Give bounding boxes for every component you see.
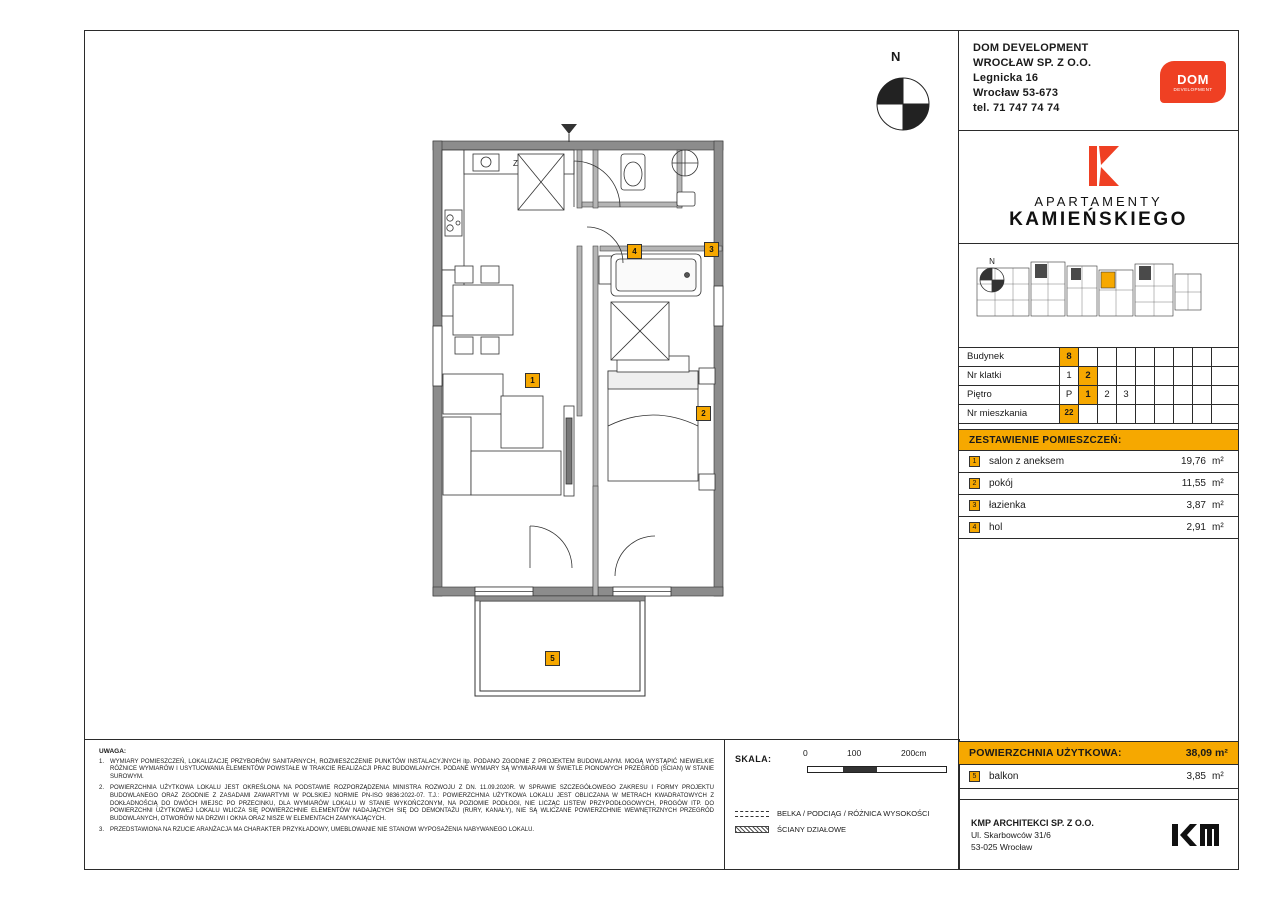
cell-empty xyxy=(1154,386,1173,404)
cell-empty xyxy=(1078,405,1097,423)
cell-empty xyxy=(1173,386,1192,404)
room-unit-4: m² xyxy=(1212,522,1224,533)
usable-area-value: 38,09 xyxy=(1185,747,1212,759)
brand-line-1: APARTAMENTY xyxy=(1034,193,1163,209)
room-area-3: 3,87 xyxy=(1186,500,1206,511)
room-row-2 xyxy=(959,473,1238,495)
cell-empty xyxy=(1192,386,1211,404)
note-item xyxy=(99,759,714,782)
room-row-1 xyxy=(959,451,1238,473)
cell-pietro-2: 2 xyxy=(1097,386,1116,404)
room-tag-4: 4 xyxy=(969,522,980,533)
architect-name: KMP ARCHITEKCI SP. Z O.O. xyxy=(971,817,1094,828)
table-row-klatka xyxy=(959,367,1238,386)
room-unit-2: m² xyxy=(1212,478,1224,489)
floor-plan xyxy=(325,106,755,716)
usable-area-summary xyxy=(959,741,1238,765)
kamienskiego-mark xyxy=(1071,144,1127,188)
dom-logo-sub: DEVELOPMENT xyxy=(1173,87,1213,92)
scale-legend-block xyxy=(725,739,960,869)
room-name-4: hol xyxy=(989,522,1003,533)
cell-empty xyxy=(1097,367,1116,385)
room-name-2: pokój xyxy=(989,478,1013,489)
developer-name-2: WROCŁAW SP. Z O.O. xyxy=(973,57,1092,69)
row-label: Budynek xyxy=(967,351,1004,362)
developer-street: Legnicka 16 xyxy=(973,72,1039,84)
row-label: Nr mieszkania xyxy=(967,408,1028,419)
room-name-3: łazienka xyxy=(989,500,1026,511)
cell-empty xyxy=(1154,405,1173,423)
balcony-row xyxy=(959,765,1238,789)
cell-empty xyxy=(1192,367,1211,385)
room-tag-1: 1 xyxy=(969,456,980,467)
scale-tick-0: 0 xyxy=(803,748,808,758)
rooms-header: ZESTAWIENIE POMIESZCZEŃ: xyxy=(959,429,1238,451)
rooms-table xyxy=(959,451,1238,539)
scale-label: SKALA: xyxy=(735,754,772,764)
legend-label-beam: BELKA / PODCIĄG / RÓŻNICA WYSOKOŚCI xyxy=(777,809,930,818)
legend-label-partition: ŚCIANY DZIAŁOWE xyxy=(777,825,847,834)
note-number: 2. xyxy=(99,785,105,792)
notes-header: UWAGA: xyxy=(99,748,127,755)
cell-empty xyxy=(1192,405,1211,423)
cell-empty xyxy=(1211,405,1230,423)
cell-empty xyxy=(1173,367,1192,385)
location-table xyxy=(959,348,1238,424)
dom-logo-main: DOM xyxy=(1177,72,1209,87)
plan-tag-3: 3 xyxy=(704,242,719,257)
legend-row xyxy=(735,825,930,834)
usable-area-label: POWIERZCHNIA UŻYTKOWA: xyxy=(969,747,1122,759)
room-area-2: 11,55 xyxy=(1181,478,1206,489)
developer-block xyxy=(959,31,1238,131)
cell-empty xyxy=(1211,348,1230,366)
note-item xyxy=(99,785,714,823)
cell-empty xyxy=(1211,367,1230,385)
cell-pietro-p: P xyxy=(1059,386,1078,404)
cell-empty xyxy=(1116,348,1135,366)
svg-text:Z: Z xyxy=(513,159,518,168)
usable-area-unit: m² xyxy=(1215,747,1228,759)
room-unit-1: m² xyxy=(1212,456,1224,467)
balcony-tag: 5 xyxy=(969,771,980,782)
note-text: PRZEDSTAWIONA NA RZUCIE ARANŻACJA MA CHARAKTER PRZYKŁADOWY, UMEBLOWANIE NIE STANOWI WYPOSAŻENIA NABYWANEGO LOKALU. xyxy=(110,827,535,834)
scale-tick-200: 200cm xyxy=(901,748,927,758)
north-arrow xyxy=(863,49,943,139)
balcony-name: balkon xyxy=(989,771,1019,782)
developer-name-1: DOM DEVELOPMENT xyxy=(973,42,1089,54)
note-number: 3. xyxy=(99,827,105,834)
note-number: 1. xyxy=(99,758,105,765)
cell-empty xyxy=(1135,405,1154,423)
cell-empty xyxy=(1154,348,1173,366)
room-tag-3: 3 xyxy=(969,500,980,511)
table-row-mieszkanie xyxy=(959,405,1238,424)
brand-line-2: KAMIEŃSKIEGO xyxy=(1009,208,1188,230)
balcony-unit: m² xyxy=(1212,771,1224,782)
plan-tag-5: 5 xyxy=(545,651,560,666)
cell-budynek-8: 8 xyxy=(1059,348,1078,366)
note-text: POWIERZCHNIA UŻYTKOWA LOKALU JEST OKREŚLONA NA PODSTAWIE ROZPORZĄDZENIA MINISTRA ROZWOJU Z DN. 11.09.2020R. W SPRAWIE SZCZEGÓŁOWEGO ZAKRESU I FORMY PROJEKTU BUDOWLANEGO ORAZ ZGODNIE Z ZASADAMI ZAWARTYMI W POLSKIEJ NORMIE PN-ISO 9836:2022-07. T.J.: POWIERZCHNIA UŻYTKOWA LOKALU JEST OBLICZANA W METRACH KWADRATOWYCH Z DOKŁADNOŚCIĄ DO DWÓCH MIEJSC PO PRZECINKU, DLA WYMIARÓW LOKALU W STANIE WYKOŃCZONYM, NA POZIOMIE PODŁOGI, NIE LICZĄC LISTEW PRZYPODŁOGOWYCH, PROGÓW ITP. DO POWIERZCHNI UŻYTKOWEJ LOKALU WLICZA SIĘ POWIERZCHNIE ELEMENTÓW NADAJĄCYCH SIĘ DO DEMONTAŻU (RURY, KANAŁY), NIE SĄ WLICZANE POWIERZCHNIE WEWNĘTRZNYCH PRZEGRÓD BUDOWLANYCH, OTWORÓW NA DRZWI I OKNA ORAZ NISZE W ELEMENTACH ZAMYKAJĄCYCH. xyxy=(110,785,714,822)
note-item xyxy=(99,827,714,835)
plan-tag-2: 2 xyxy=(696,406,711,421)
kmp-logo xyxy=(1158,820,1238,850)
note-text: WYMIARY POMIESZCZEŃ, LOKALIZACJĘ PRZYBORÓW SANITARNYCH, ROZMIESZCZENIE PUNKTÓW INSTALACYJNYCH itp. PODANO ZGODNIE Z PROJEKTEM BUDOWLANYM. MOGĄ WYSTĄPIĆ NIEWIELKIE RÓŻNICE WYMIARÓW I USYTUOWANIA ELEMENTÓW POWSTAŁE W TRAKCIE REALIZACJI PRAC BUDOWLANYCH. PODANE WYMIARY SĄ WYMIARAMI W ŚWIETLE PIONOWYCH PRZEGRÓD (ŚCIAN) W STANIE SUROWYM. xyxy=(110,758,714,780)
cell-pietro-1: 1 xyxy=(1078,386,1097,404)
project-brand xyxy=(959,131,1238,244)
room-unit-3: m² xyxy=(1212,500,1224,511)
cell-empty xyxy=(1097,405,1116,423)
cell-empty xyxy=(1211,386,1230,404)
cell-empty xyxy=(1173,348,1192,366)
cell-empty xyxy=(1135,386,1154,404)
cell-empty xyxy=(1078,348,1097,366)
dom-development-logo xyxy=(1160,61,1226,103)
architect-block xyxy=(959,799,1238,869)
room-row-3 xyxy=(959,495,1238,517)
plan-tag-4: 4 xyxy=(627,244,642,259)
table-row-budynek xyxy=(959,348,1238,367)
legend-swatch-beam xyxy=(735,811,769,817)
cell-empty xyxy=(1116,405,1135,423)
info-panel xyxy=(958,31,1238,869)
cell-empty xyxy=(1192,348,1211,366)
row-label: Piętro xyxy=(967,389,992,400)
notes-block xyxy=(85,739,725,869)
cell-empty xyxy=(1116,367,1135,385)
scale-tick-100: 100 xyxy=(847,748,862,758)
room-area-1: 19,76 xyxy=(1180,456,1206,467)
legend xyxy=(735,809,930,841)
key-plan-north-label: N xyxy=(989,257,995,266)
developer-city: Wrocław 53-673 xyxy=(973,87,1059,99)
developer-phone: tel. 71 747 74 74 xyxy=(973,102,1060,114)
room-tag-2: 2 xyxy=(969,478,980,489)
cell-empty xyxy=(1154,367,1173,385)
architect-address-1: Ul. Skarbowców 31/6 xyxy=(971,829,1051,840)
room-row-4 xyxy=(959,517,1238,539)
cell-empty xyxy=(1097,348,1116,366)
scale-bar xyxy=(807,766,947,773)
key-plan xyxy=(959,244,1238,348)
room-area-4: 2,91 xyxy=(1186,522,1206,533)
north-arrow-label: N xyxy=(891,49,901,64)
cell-pietro-3: 3 xyxy=(1116,386,1135,404)
balcony-area: 3,85 xyxy=(1186,771,1206,782)
architect-address-2: 53-025 Wrocław xyxy=(971,841,1033,852)
legend-row xyxy=(735,809,930,818)
drawing-sheet xyxy=(84,30,1239,870)
cell-empty xyxy=(1135,348,1154,366)
cell-empty xyxy=(1135,367,1154,385)
row-label: Nr klatki xyxy=(967,370,1002,381)
key-plan-north-icon xyxy=(975,254,1009,298)
plan-tag-1: 1 xyxy=(525,373,540,388)
cell-mieszkanie-22: 22 xyxy=(1059,405,1078,423)
legend-swatch-partition xyxy=(735,826,769,833)
cell-empty xyxy=(1173,405,1192,423)
cell-klatka-2: 2 xyxy=(1078,367,1097,385)
cell-klatka-1: 1 xyxy=(1059,367,1078,385)
room-name-1: salon z aneksem xyxy=(989,456,1065,467)
table-row-pietro xyxy=(959,386,1238,405)
